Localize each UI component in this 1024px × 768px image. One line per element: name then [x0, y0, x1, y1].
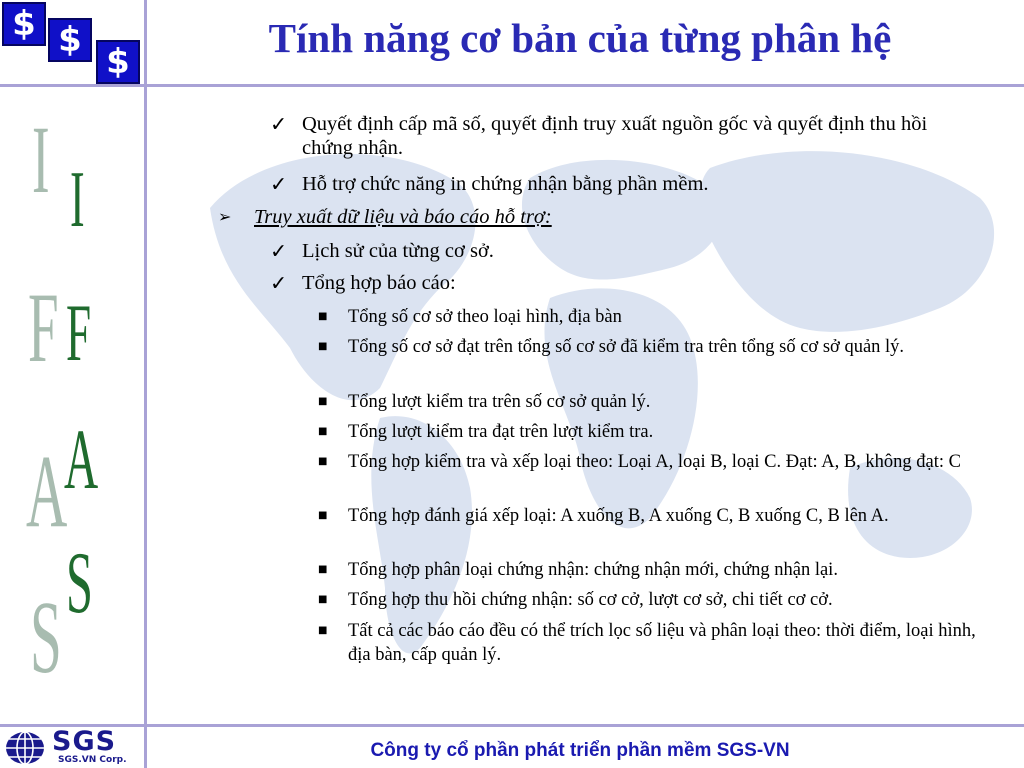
list-item: ✓ Lịch sử của từng cơ sở. — [270, 239, 494, 263]
square-bullet-icon: ■ — [318, 396, 328, 407]
company-logo-name: SGS — [52, 726, 117, 757]
dollar-icon: $ — [2, 2, 46, 46]
side-letter-i-shadow: I — [32, 106, 50, 213]
dollar-icon: $ — [96, 40, 140, 84]
square-bullet-icon: ■ — [318, 594, 328, 605]
dollar-icon: $ — [48, 18, 92, 62]
square-bullet-icon: ■ — [318, 564, 328, 575]
square-bullet-icon: ■ — [318, 426, 328, 437]
list-item: ■ Tổng số cơ sở theo loại hình, địa bàn — [318, 307, 622, 327]
list-item: ■ Tổng hợp thu hồi chứng nhận: số cơ cở, lượt cơ sở, chi tiết cơ cở. — [318, 590, 833, 610]
arrow-bullet-icon: ➢ — [218, 207, 232, 226]
square-bullet-icon: ■ — [318, 341, 328, 352]
company-logo-sub: SGS.VN Corp. — [58, 755, 127, 765]
list-item: ■ Tổng số cơ sở đạt trên tổng số cơ sở đã kiểm tra trên tổng số cơ sở quản lý. — [318, 337, 905, 357]
side-letter-f-shadow: F — [28, 272, 59, 383]
check-icon: ✓ — [270, 239, 288, 263]
globe-icon — [4, 730, 46, 766]
side-letter-s-shadow: S — [30, 580, 62, 695]
page-title: Tính năng cơ bản của từng phân hệ — [268, 15, 892, 61]
list-item: ■ Tổng lượt kiểm tra trên số cơ sở quản lý. — [318, 392, 651, 412]
list-item: ➢ Truy xuất dữ liệu và báo cáo hỗ trợ: — [218, 206, 552, 228]
list-item: ■ Tổng hợp kiểm tra và xếp loại theo: Loại A, loại B, loại C. Đạt: A, B, không đạt: C — [318, 452, 962, 472]
check-icon: ✓ — [270, 112, 288, 136]
side-letter-a-shadow: A — [26, 434, 68, 549]
check-icon: ✓ — [270, 271, 288, 295]
square-bullet-icon: ■ — [318, 510, 328, 521]
side-letter-a: A — [64, 411, 99, 507]
list-item: ■ Tổng hợp phân loại chứng nhận: chứng nhận mới, chứng nhận lại. — [318, 560, 838, 580]
square-bullet-icon: ■ — [318, 311, 328, 322]
list-item: ■ Tổng hợp đánh giá xếp loại: A xuống B, A xuống C, B xuống C, B lên A. — [318, 506, 889, 526]
list-item: ✓ Tổng hợp báo cáo: — [270, 271, 456, 295]
list-item: ✓ Hỗ trợ chức năng in chứng nhận bằng phần mềm. — [270, 172, 709, 196]
footer-divider — [0, 724, 1024, 727]
list-item: ✓ Quyết định cấp mã số, quyết định truy xuất nguồn gốc và quyết định thu hồi chứng nhận. — [270, 112, 928, 159]
footer-company-name: Công ty cổ phần phát triển phần mềm SGS-VN — [370, 740, 790, 761]
check-icon: ✓ — [270, 172, 288, 196]
side-letter-s: S — [66, 535, 93, 632]
side-letter-i: I — [70, 156, 85, 244]
square-bullet-icon: ■ — [318, 456, 328, 467]
side-letter-f: F — [66, 287, 92, 378]
list-item: ■ Tất cả các báo cáo đều có thể trích lọc số liệu và phân loại theo: thời điểm, loại hình, địa bàn, cấp quản lý. — [318, 621, 976, 665]
square-bullet-icon: ■ — [318, 625, 328, 636]
list-item: ■ Tổng lượt kiểm tra đạt trên lượt kiểm tra. — [318, 422, 654, 442]
